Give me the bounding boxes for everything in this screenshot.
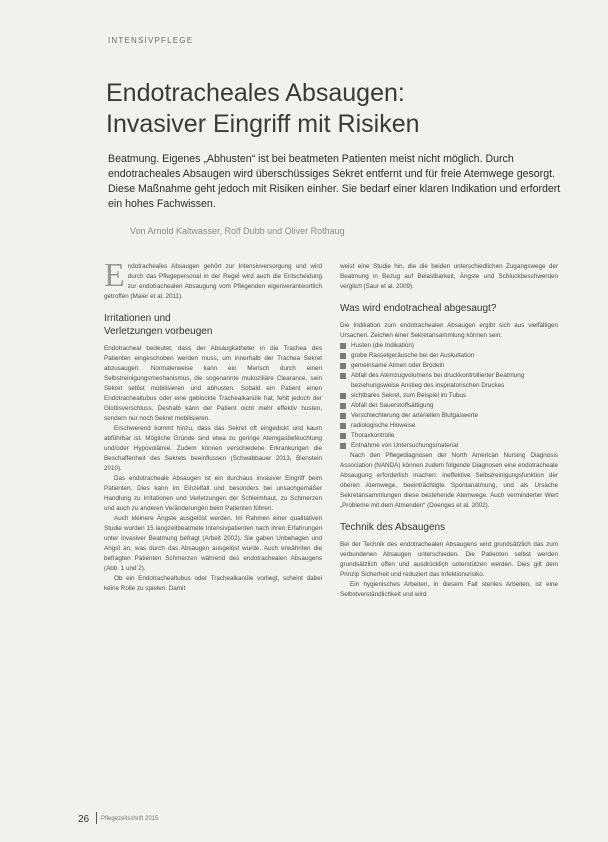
list-item: Entnahme von Untersuchungsmaterial: [340, 441, 558, 451]
section-heading-technik: Technik des Absaugens: [340, 522, 446, 533]
body-paragraph: Die Indikation zum endotrachealen Absaugen ergibt sich aus vielfältigen Ursachen. Zeichen einer Sekretansammlung können sein:: [340, 322, 558, 339]
body-paragraph: Ob ein Endotrachealtubus oder Trachealkanüle vorliegt, scheint dabei keine Rolle zu spielen. Damit: [104, 575, 322, 592]
body-paragraph: Nach den Pflegediagnosen der North American Nursing Diagnosis Association (NANDA) können zudem folgende Diagnosen eine endotracheale Absaugung erforderlich machen: ineffektive Selbstreinigungsfunktion der oberen Atemwege, beeinträchtigte Spontanatmung, und als Ursache Sekretansammlungen diese bestehende Atemwege. Auch verminderter Wert „Probleme mit dem Atmenden“ (Doenges et al. 2002).: [340, 452, 558, 509]
body-paragraph: Auch kleinere Ängste ausgelöst werden. Im Rahmen einer qualitativen Studie wurden 15 langzeitbeatmete Intensivpatienten nach ihren Erfahrungen unter invasiver Beatmung befragt (Arbeit 2002). Sie gaben Unbehagen und Angst an, was durch das Absaugen ausgelöst wurde. Auch erwähnten die befragten Patienten Schmerzen während des endotrachealen Absaugens (Abb. 1 und 2).: [104, 515, 322, 572]
intro-text: ndotracheales Absaugen gehört zur Intensivversorgung und wird durch das Pflegepersonal in der Regel wird auch die Entscheidung zur endotrachealen Absaugung vom Pflegenden eigenverantwortlich getroffen (Maier et al. 2011).: [104, 263, 322, 300]
article-authors: Von Arnold Kaltwasser, Rolf Dubb und Oliver Rothaug: [130, 226, 345, 236]
list-item: radiologische Hinweise: [340, 421, 558, 431]
body-paragraph: Erschwerend kommt hinzu, dass das Sekret oft eingedickt und kaum abführbar ist. Mögliche Gründe sind etwa zu geringe Atemgasbefeuchtung und/oder Hypovolämie. Zudem können verschiedene Erkrankungen die Beschaffenheit des Sekrets beeinflussen (Schwabbauer 2013, Bienstein 2010).: [104, 425, 322, 472]
intro-paragraph: [104, 257, 322, 302]
list-item: Thoraxkontrolle: [340, 431, 558, 441]
list-item: Verschlechterung der arteriellen Blutgaswerte: [340, 411, 558, 421]
body-paragraph: Ein hygienisches Arbeiten, in diesem Fall steriles Arbeiten, ist eine Selbstverständlichkeit und wird: [340, 581, 558, 598]
page-number: 26: [78, 814, 90, 825]
body-paragraph: Das endotracheale Absaugen ist ein durchaus invasiver Eingriff beim Patienten. Dies kann im Einzelfall und besonders bei unsachgemäßer Handlung zu Irritationen und Verletzungen der Schleimhaut, zu Schmerzen und auch zu anderen Veränderungen beim Patienten führen.: [104, 475, 322, 512]
list-item: Husten (die Indikation): [340, 341, 558, 351]
right-column: [340, 262, 558, 600]
body-paragraph: Endotracheal bedeutet, dass der Absaugkatheter in die Trachea des Patienten eingeschoben werden muss, um innerhalb der Trachea Sekret abzusaugen. Normalerweise kann ein Mensch durch einen Selbstreinigungsmechanismus, die sogenannte mukoziliäre Clearance, sein Sekret selbst mobilisieren und abhusten. Sobald ein Patient einen Endotrachealtubus oder eine geblockte Trachealkanüle hat, fehlt jedoch der Glottisverschluss. Deshalb kann der Patient nicht mehr effektiv husten, sondern nur noch Sekret mobilisieren.: [104, 345, 322, 422]
article-lead: Beatmung. Eigenes „Abhusten“ ist bei beatmeten Patienten meist nicht möglich. Durch endotracheales Absaugen wird überschüssiges Sekret entfernt und für freie Atemwege gesorgt. Diese Maßnahme geht jedoch mit Risiken einher. Sie bedarf einer klaren Indikation und erfordert ein hohes Fachwissen.: [108, 153, 561, 210]
section-heading-irritationen: [104, 312, 322, 338]
body-paragraph: weist eine Studie hin, die die beiden unterschiedlichen Zugangswege der Beatmung in Bezug auf Belastbarkeit, Ängste und Schluckbeschwerden verglich (Saur et al. 2009).: [340, 263, 558, 290]
list-item: grobe Rasselgeräusche bei der Auskultation: [340, 351, 558, 361]
article-title-line-2: Invasiver Eingriff mit Risiken: [106, 110, 420, 138]
list-item: Abfall der Sauerstoffsättigung: [340, 401, 558, 411]
list-item: gemeinsame Atmen oder Brodeln: [340, 361, 558, 371]
body-paragraph: Bei der Technik des endotrachealen Absaugens wird grundsätzlich das zum verbundenen Absaugen unterschieden. Die Patienten selbst werden grundsätzlich offen und ausdrücklich unterstützen werden. Dies gilt dem Prinzip Sicherheit und reduziert das Infektionsrisiko.: [340, 541, 558, 578]
section-heading-line-1: Irritationen und: [104, 313, 171, 324]
left-column: [104, 257, 322, 594]
journal-name: Pflegezeitschrift 2015: [101, 816, 159, 822]
article-title-line-1: Endotracheales Absaugen:: [106, 79, 405, 107]
drop-cap: E: [104, 257, 125, 294]
article-title: [106, 78, 546, 140]
list-item: sichtbares Sekret, zum Beispiel im Tubus: [340, 391, 558, 401]
section-heading-was-wird-abgesaugt: Was wird endotracheal abgesaugt?: [340, 303, 497, 314]
indication-list: [340, 341, 558, 451]
list-item: Abfall des Atemzugvolumens bei druckkontrollierter Beatmung beziehungsweise Anstieg des inspiratorischen Druckes: [340, 371, 558, 391]
footer-divider: [96, 812, 97, 824]
section-label: INTENSIVPFLEGE: [108, 36, 194, 45]
section-heading-line-2: Verletzungen vorbeugen: [104, 326, 213, 337]
